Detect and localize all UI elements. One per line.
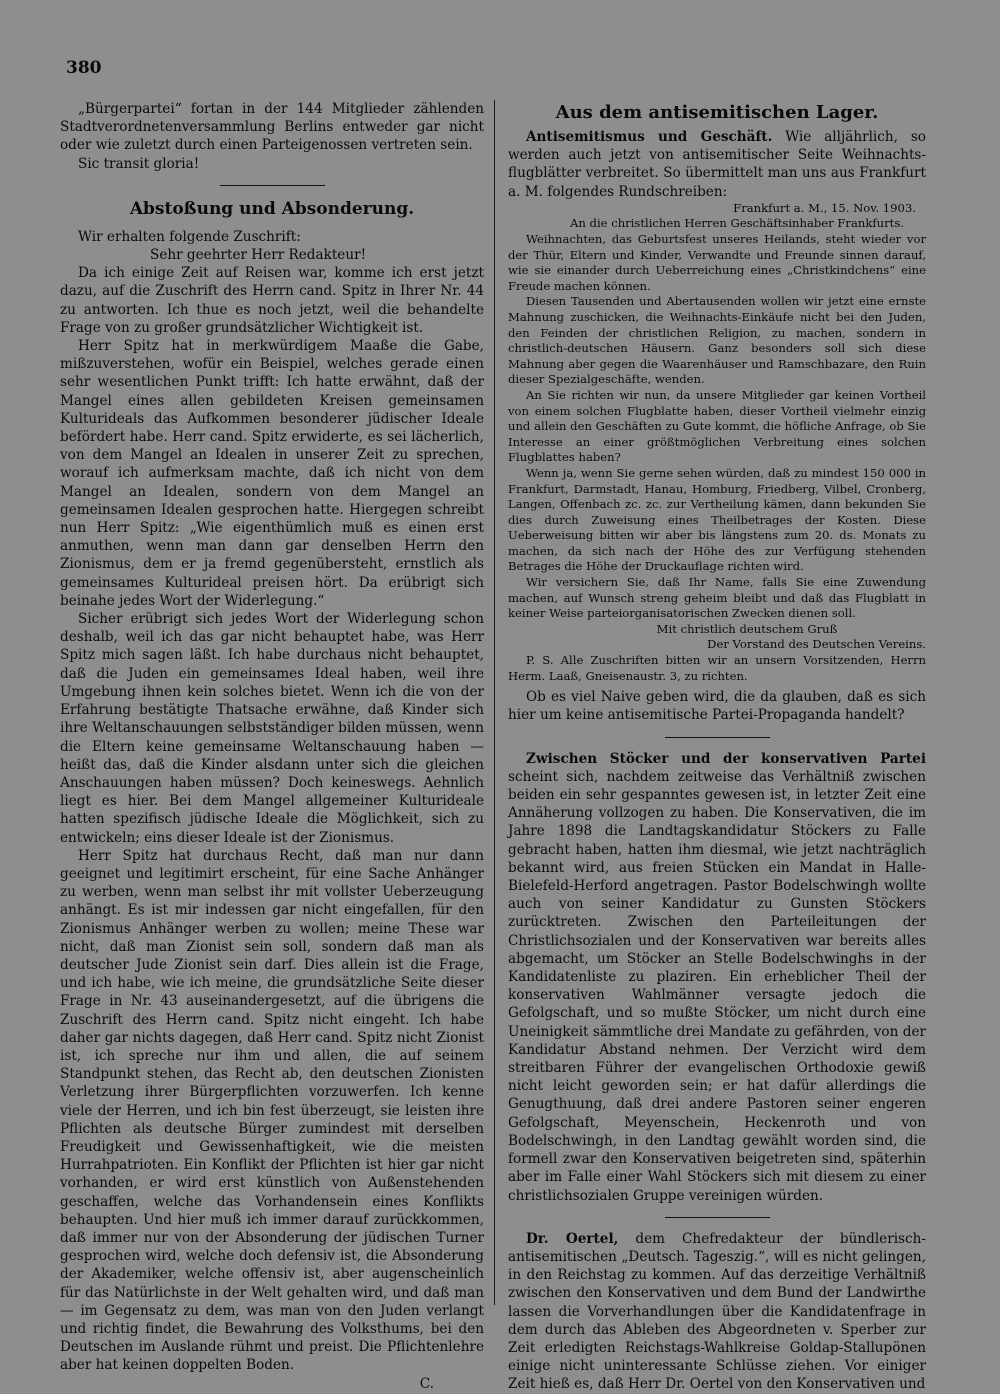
- article-title: Abstoßung und Absonderung.: [129, 198, 415, 219]
- section-title: Aus dem antisemitischen Lager.: [555, 102, 879, 123]
- section-divider: [665, 1217, 770, 1218]
- letter-paragraph: Weihnachten, das Geburtsfest unseres Heilands, steht wieder vor der Thür, Eltern und Kinder, Verwandte und Freunde sinnen darauf, wie sie einander durch Ueberreichung eines „Christkindchens“ eine Freude machen können.: [508, 232, 926, 293]
- intro-paragraph: „Bürgerpartei“ fortan in der 144 Mitglieder zählenden Stadtverordnetenversammlung Berlins entweder gar nicht oder wie zuletzt durch einen Parteigenossen vertreten sein.: [60, 101, 484, 154]
- letter-postscript: P. S. Alle Zuschriften bitten wir an unsern Vorsitzenden, Herrn Herm. Laaß, Gneisenaustr. 3, zu richten.: [508, 653, 926, 683]
- section-divider: [220, 185, 325, 186]
- news-item: [508, 128, 926, 201]
- article-paragraph: Da ich einige Zeit auf Reisen war, komme ich erst jetzt dazu, auf die Zuschrift des Herrn cand. Spitz in Ihrer Nr. 44 zu antworten. Ich thue es noch jetzt, weil die behandelte Frage von zu großer grundsätzlicher Wichtigkeit ist.: [60, 265, 484, 336]
- letter-sender: Der Vorstand des Deutschen Vereins.: [707, 637, 926, 652]
- letter-dateline: Frankfurt a. M., 15. Nov. 1903.: [733, 200, 916, 215]
- news-item-body: Wie alljährlich, so werden auch jetzt von antisemitischer Seite Weihnachts-flugblätter verbreitet. So übermittelt man uns aus Frankfurt a. M. folgendes Rundschreiben:: [508, 129, 926, 200]
- right-column: [508, 100, 926, 1394]
- column-divider: [494, 100, 495, 1305]
- news-item: [508, 1230, 926, 1394]
- news-item-heading: Antisemitismus und Geschäft.: [526, 129, 773, 145]
- page-number: 380: [66, 58, 102, 78]
- article-paragraph: Herr Spitz hat durchaus Recht, daß man nur dann geeignet und legitimirt erscheint, für eine Sache Anhänger zu werben, wenn man selbst ihr mit vollster Ueberzeugung anhängt. Es ist mir indessen gar nicht eingefallen, für den Zionismus Anhänger werben zu wollen; meine These war nicht, daß man Zionist sein soll, sondern daß man als deutscher Jude Zionist sein darf. Dies allein ist die Frage, und ich habe, wie ich meine, die grundsätzliche Seite dieser Frage in Nr. 43 auseinandergesetzt, auf die übrigens die Zuschrift des Herrn cand. Spitz nicht eingeht. Ich habe daher gar nichts dagegen, daß Herr cand. Spitz nicht Zionist ist, ich spreche nur ihm und allen, die auf seinem Standpunkt stehen, das Recht ab, den deutschen Zionisten Verletzung ihrer Bürgerpflichten vorzuwerfen. Ich kenne viele der Herren, und ich bin fest überzeugt, sie leisten ihre Pflichten als deutsche Bürger zumindest mit derselben Freudigkeit und Gewissenhaftigkeit, wie die meisten Hurrahpatrioten. Ein Konflikt der Pflichten ist hier gar nicht vorhanden, er wird erst künstlich von Außenstehenden geschaffen, welche das Vorhandensein eines Konflikts behaupten. Und hier muß ich immer darauf zurückkommen, daß immer nur von der Absonderung der jüdischen Turner gesprochen wird, welche doch defensiv ist, die Absonderung der Akademiker, welche offensiv ist, aber augenscheinlich für das Natürlichste in der Welt gehalten wird, und daß man — im Gegensatz zu dem, was man von den Juden verlangt und richtig findet, die Bewahrung des Volksthums, bei den Deutschen im Auslande rühmt und preist. Die Pflichtenlehre aber hat keinen doppelten Boden.: [60, 847, 484, 1374]
- article-paragraph: Herr Spitz hat in merkwürdigem Maaße die Gabe, mißzuverstehen, wofür ein Beispiel, welches gerade einen sehr wesentlichen Punkt trifft: Ich hatte erwähnt, daß der Mangel eines allen gebildeten Kreisen gemeinsamen Kulturideals das Aufkommen besonderer jüdischer Ideale befördert habe. Herr cand. Spitz erwiderte, es sei lächerlich, von dem Mangel an Idealen in unserer Zeit zu sprechen, worauf ich aufmerksam machte, daß ich nicht von dem Mangel an Idealen, sondern von dem Mangel an gemeinsamen Idealen gesprochen hatte. Hiergegen schreibt nun Herr Spitz: „Wie eigenthümlich muß es einen erst anmuthen, wenn man dann gar denselben Herrn den Zionismus, dem er ja fremd gegenübersteht, ernstlich als gemeinsames Kulturideal preisen hört. Da erübrigt sich beinahe jedes Wort der Widerlegung.“: [60, 338, 484, 609]
- news-item-heading: Zwischen Stöcker und der konservativen Partei: [526, 750, 926, 767]
- letter-paragraph: Wir versichern Sie, daß Ihr Name, falls Sie eine Zuwendung machen, auf Wunsch streng geheim bleibt und daß das Flugblatt in keiner Weise parteiorganisatorischen Zwecken dienen soll.: [508, 575, 926, 621]
- editorial-comment: Ob es viel Naive geben wird, die da glauben, daß es sich hier um keine antisemitische Partei-Propaganda handelt?: [508, 689, 926, 724]
- news-item: [508, 750, 926, 1205]
- letter-paragraph: Diesen Tausenden und Abertausenden wollen wir jetzt eine ernste Mahnung zuschicken, die Weihnachts-Einkäufe nicht bei den Juden, den Feinden der christlichen Religion, zu machen, sondern in christlich-deutschen Häusern. Ganz besonders soll sich diese Mahnung aber gegen die Waarenhäuser und Ramschbazare, den Ruin dieser Spezialgeschäfte, wenden.: [508, 294, 926, 387]
- article-paragraph: Sicher erübrigt sich jedes Wort der Widerlegung schon deshalb, weil ich das gar nicht behauptet habe, was Herr Spitz mich sagen läßt. Ich habe durchaus nicht behauptet, daß die Juden ein gemeinsames Ideal haben, weil ihre Umgebung ihnen kein solches bietet. Wenn ich die von der Erfahrung bestätigte Thatsache erwähne, daß Kinder sich ihre Weltanschauungen selbstständiger bilden müssen, wenn die Eltern keine gemeinsame Weltanschauung haben — heißt das, daß die Kinder alsdann unter sich die gleichen Anschauungen haben müssen? Doch keineswegs. Aehnlich liegt es hier. Bei dem Mangel allgemeiner Kulturideale hatten spezifisch jüdische Ideale die Möglichkeit, sich zu entwickeln; eins dieser Ideale ist der Zionismus.: [60, 611, 484, 846]
- left-column: [60, 100, 484, 1393]
- news-item-body: scheint sich, nachdem zeitweise das Verhältniß zwischen beiden ein sehr gespanntes gewesen ist, in letzter Zeit eine Annäherung vollzogen zu haben. Die Konservativen, die im Jahre 1898 die Landtagskandidatur Stöckers zu Falle gebracht haben, hatten ihm diesmal, wie jetzt nachträglich bekannt wird, aus freien Stücken ein Mandat in Halle-Bielefeld-Herford angetragen. Pastor Bodelschwingh wollte auch von seiner Kandidatur zu Gunsten Stöckers zurücktreten. Zwischen den Parteileitungen der Christlichsozialen und der Konservativen war bereits alles abgemacht, um Stöcker an Stelle Bodelschwinghs in der Kandidatenliste zu plaziren. Ein erheblicher Theil der konservativen Wahlmänner versagte jedoch die Gefolgschaft, und so mußte Stöcker, um nicht durch eine Uneinigkeit sämmtliche drei Mandate zu gefährden, von der Kandidatur Abstand nehmen. Der Verzicht wird dem streitbaren Führer der evangelischen Orthodoxie gewiß nicht leicht geworden sein; er hat dafür allerdings die Genugthuung, daß drei andere Pastoren seiner engeren Gefolgschaft, Meyenschein, Heckenroth und von Bodelschwingh, in den Landtag gewählt worden sind, die formell zwar den Konservativen beigetreten sind, späterhin aber im Falle einer Wahl Stöckers sich mit diesem zu einer christlichsozialen Gruppe vereinigen würden.: [508, 768, 926, 1204]
- salutation: Sehr geehrter Herr Redakteur!: [150, 247, 367, 264]
- news-item-heading: Dr. Oertel,: [526, 1230, 619, 1247]
- letter-paragraph: An Sie richten wir nun, da unsere Mitglieder gar keinen Vortheil von einem solchen Flugblatte haben, dieser Vortheil vielmehr einzig und allein den Geschäften zu Gute kommt, die höfliche Anfrage, ob Sie Interesse an einer größtmöglichen Verbreitung eines solchen Flugblattes haben?: [508, 387, 926, 465]
- letter-address: An die christlichen Herren Geschäftsinhaber Frankfurts.: [570, 216, 904, 231]
- letter-intro: Wir erhalten folgende Zuschrift:: [78, 228, 301, 245]
- letter-paragraph: Wenn ja, wenn Sie gerne sehen würden, daß zu mindest 150 000 in Frankfurt, Darmstadt, Hanau, Homburg, Friedberg, Vilbel, Cronberg, Langen, Offenbach zc. zc. zur Vertheilung kämen, dann bekunden Sie dies durch Zuweisung eines Theilbetrages der Kosten. Diese Ueberweisung bitten wir aber bis längstens zum 20. ds. Monats zu machen, da sich nach der Höhe des zur Verfügung stehenden Betrages die Höhe der Druckauflage richten wird.: [508, 465, 926, 574]
- author-signature: C.: [419, 1375, 434, 1392]
- letter-closing: Mit christlich deutschem Gruß: [656, 621, 838, 636]
- intro-closing: Sic transit gloria!: [78, 155, 200, 172]
- section-divider: [665, 737, 770, 738]
- news-item-body: dem Chefredakteur der bündlerisch-antisemitischen „Deutsch. Tageszig.“, will es nicht gelingen, in den Reichstag zu kommen. Auf das derzeitige Verhältniß zwischen den Konservativen und dem Bund der Landwirthe lassen die Vorverhandlungen über die Kandidatenfrage in dem durch das Ableben des Abgeordneten v. Sperber zur Zeit erledigten Reichstags-Wahlkreise Goldap-Stallupönen einige nicht uninteressante Schlüsse ziehen. Vor einiger Zeit hieß es, daß Herr Dr. Oertel von den Konservativen und: [508, 1230, 926, 1393]
